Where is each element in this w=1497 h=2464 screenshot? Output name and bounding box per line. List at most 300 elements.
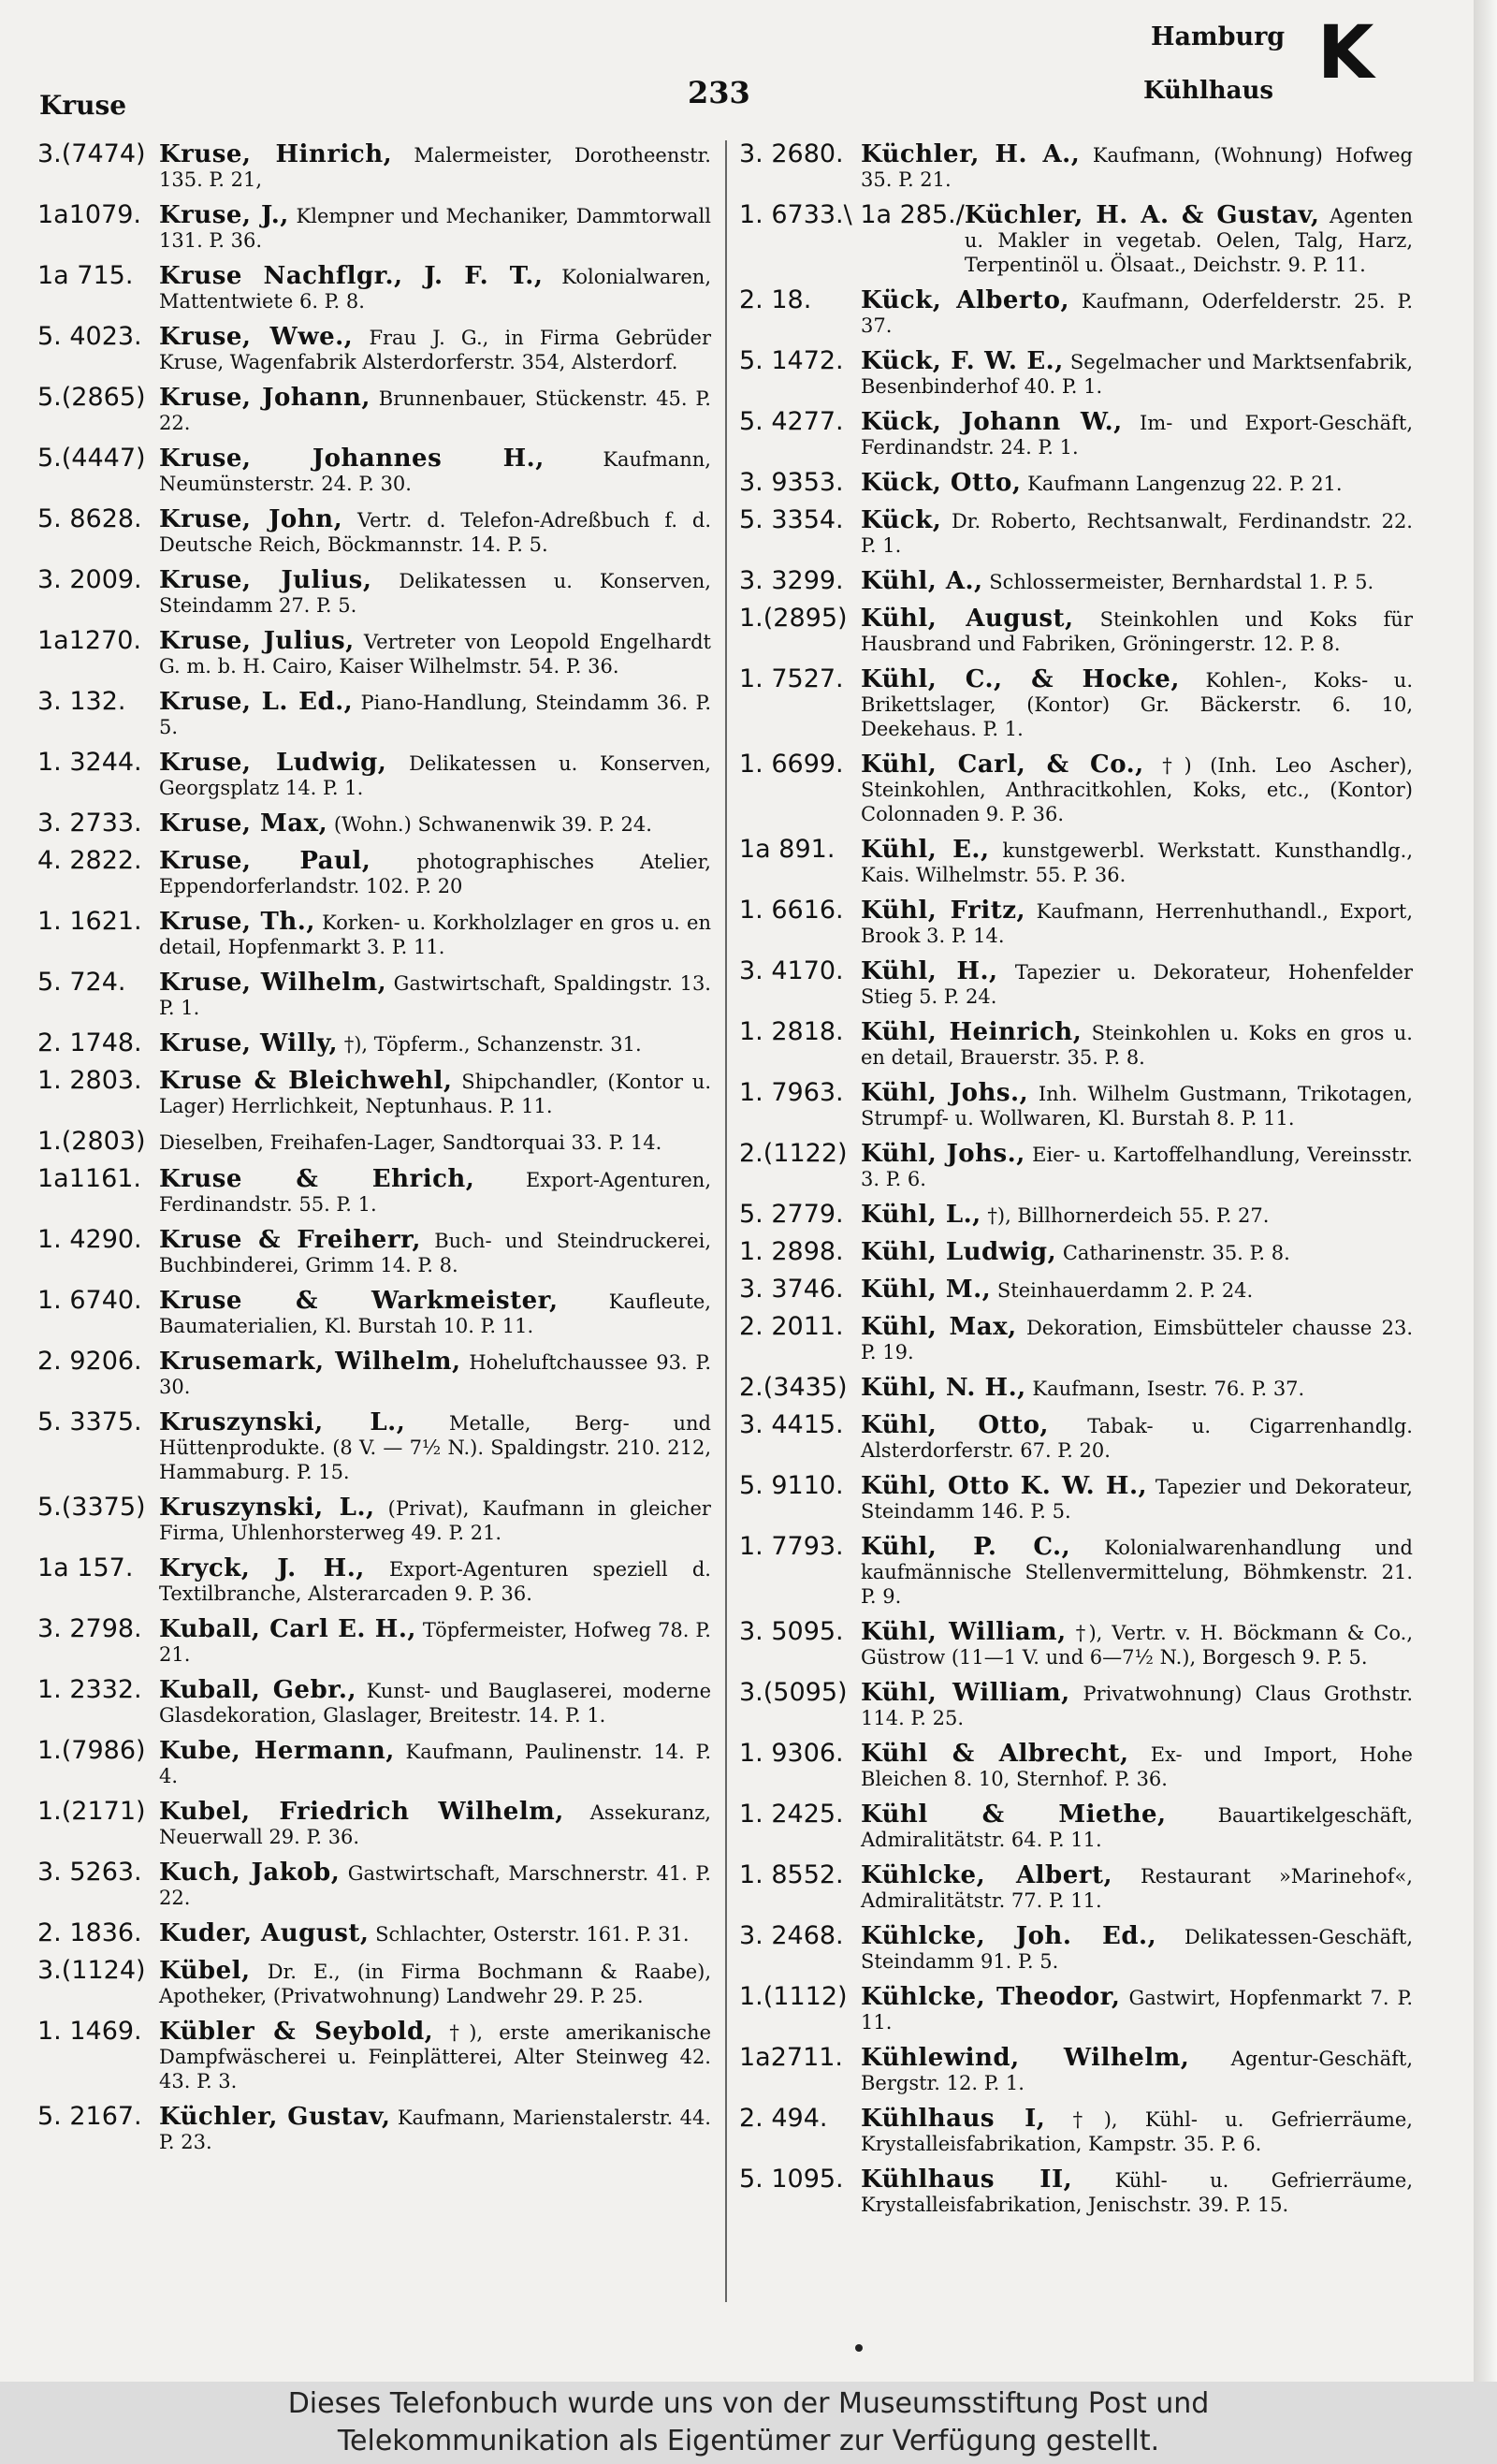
entry-details: Delikatessen-Geschäft, Steindamm 91. P. 5. (861, 1926, 1413, 1973)
entry-text (159, 1287, 711, 1338)
directory-entry (37, 1348, 711, 1399)
entry-details: (Privat), Kaufmann in gleicher Firma, Uhlenhorsterweg 49. P. 21. (159, 1497, 711, 1544)
phone-number: 1. 4290. (37, 1225, 142, 1254)
entry-details: Catharinenstr. 35. P. 8. (1062, 1242, 1290, 1264)
entry-details: Delikatessen u. Konserven, Georgsplatz 14. P. 1. (159, 752, 711, 799)
page-number: 233 (688, 75, 750, 110)
entry-text (861, 140, 1413, 192)
entry-name: Kruse Nachflgr., J. F. T., (159, 262, 544, 290)
entry-text (159, 688, 711, 739)
entry-text (159, 2018, 711, 2093)
directory-entry (37, 323, 711, 374)
entry-name: Küchler, H. A., (861, 140, 1081, 168)
directory-entry (37, 1029, 711, 1057)
entry-text (159, 505, 711, 557)
entry-text (861, 1411, 1413, 1463)
phone-number: 3. 2009. (37, 565, 142, 594)
directory-entry (37, 566, 711, 618)
entry-details: Export-Agenturen speziell d. Textilbranche, Alsterarcaden 9. P. 36. (159, 1558, 711, 1605)
entry-text (861, 506, 1413, 558)
directory-entry (739, 1472, 1413, 1524)
footer-notice (0, 2382, 1497, 2464)
phone-number: 3. 3746. (739, 1275, 844, 1304)
directory-entry (739, 201, 1413, 277)
entry-details: Buch- und Steindruckerei, Buchbinderei, Grimm 14. P. 8. (159, 1230, 711, 1276)
phone-number: 3.(5095) (739, 1678, 848, 1707)
directory-entry (37, 1494, 711, 1545)
entry-text (861, 1983, 1413, 2034)
entry-text (861, 2044, 1413, 2095)
entry-text (861, 567, 1413, 595)
entry-details: †), Töpferm., Schanzenstr. 31. (343, 1033, 642, 1056)
entry-text (861, 469, 1413, 497)
entry-details: photographisches Atelier, Eppendorferlandstr. 102. P. 20 (159, 851, 711, 897)
phone-number: 3. 2680. (739, 139, 844, 168)
directory-entry (739, 567, 1413, 595)
entry-name: Kruszynski, L., (159, 1494, 375, 1522)
directory-entry (739, 1411, 1413, 1463)
entry-name: Kübel, (159, 1957, 251, 1985)
entry-name: Kruse, Wwe., (159, 323, 354, 351)
entry-details: Kolonialwarenhandlung und kaufmännische Stellenvermittelung, Böhmkenstr. 21. P. 9. (861, 1537, 1413, 1608)
phone-number: 5. 3375. (37, 1407, 142, 1436)
entry-name: Krusemark, Wilhelm, (159, 1348, 461, 1376)
entry-details: Tapezier und Dekorateur, Steindamm 146. P. 5. (861, 1476, 1413, 1523)
directory-entry (37, 809, 711, 838)
entry-text (861, 1238, 1413, 1266)
entry-details: Klempner und Mechaniker, Dammtorwall 131. P. 36. (159, 205, 711, 252)
entry-name: Küchler, H. A. & Gustav, (964, 201, 1320, 229)
phone-number: 3. 2468. (739, 1921, 844, 1950)
entry-name: Kubel, Friedrich Wilhelm, (159, 1798, 564, 1826)
entry-details: Export-Agenturen, Ferdinandstr. 55. P. 1. (159, 1169, 711, 1216)
entry-text (861, 408, 1413, 459)
entry-text (861, 836, 1413, 887)
entry-name: Kühlhaus I, (861, 2105, 1046, 2133)
entry-name: Kühl, E., (861, 836, 990, 864)
entry-details: Tabak- u. Cigarrenhandlg. Alsterdorferstr. 67. P. 20. (861, 1415, 1413, 1462)
phone-number: 1a 891. (739, 835, 836, 864)
directory-entry (37, 1737, 711, 1788)
entry-text (159, 749, 711, 800)
phone-number: 1.(2895) (739, 604, 848, 633)
entry-text (861, 1679, 1413, 1730)
directory-entry (37, 627, 711, 678)
directory-entry (37, 1226, 711, 1277)
entry-text (861, 1922, 1413, 1974)
entry-text (861, 1533, 1413, 1609)
entry-text (861, 1374, 1413, 1402)
entry-details: Kaufmann, Marienstalerstr. 44. P. 23. (159, 2107, 711, 2153)
entry-text (159, 323, 711, 374)
directory-entry (739, 1533, 1413, 1609)
entry-name: Kühl, A., (861, 567, 983, 595)
directory-entry (37, 1859, 711, 1910)
directory-entry (37, 201, 711, 253)
entry-name: Kühlcke, Albert, (861, 1861, 1113, 1889)
directory-entry (37, 1615, 711, 1667)
directory-entry (739, 469, 1413, 497)
entry-details: Brunnenbauer, Stückenstr. 45. P. 22. (159, 387, 711, 434)
entry-details: Kolonialwaren, Mattentwiete 6. P. 8. (159, 266, 712, 313)
entry-text (159, 1919, 711, 1947)
entry-text (159, 1128, 711, 1156)
entry-text (861, 665, 1413, 741)
directory-entry (739, 1276, 1413, 1304)
entry-text (159, 809, 711, 838)
entry-details: †), Vertr. v. H. Böckmann & Co., Güstrow (11—1 V. und 6—7½ N.), Borgesch 9. P. 5. (861, 1622, 1413, 1669)
phone-number: 2.(1122) (739, 1139, 848, 1168)
entry-name: Kruse, John, (159, 505, 343, 533)
phone-number: 5. 1472. (739, 346, 844, 375)
header-left-keyword: Kruse (39, 90, 127, 121)
entry-text (159, 1408, 711, 1484)
directory-entry (739, 347, 1413, 399)
entry-details: Steinhauerdamm 2. P. 24. (996, 1279, 1254, 1302)
entry-details: Kaufmann, Oderfelderstr. 25. P. 37. (861, 290, 1413, 337)
entry-details: Kunst- und Bauglaserei, moderne Glasdekoration, Glaslager, Breitestr. 14. P. 1. (159, 1680, 711, 1727)
entry-text (861, 1018, 1413, 1070)
phone-number: 3.(7474) (37, 139, 146, 168)
entry-name: Kruse, Hinrich, (159, 140, 393, 168)
entry-name: Kruse, Johann, (159, 384, 371, 412)
entry-name: Kuball, Gebr., (159, 1676, 357, 1704)
phone-number: 5. 1095. (739, 2165, 844, 2194)
phone-number: 1. 2425. (739, 1800, 844, 1829)
directory-entry (739, 957, 1413, 1009)
directory-entry (37, 749, 711, 800)
page-mark (855, 2344, 863, 2352)
left-column (37, 140, 711, 2154)
phone-number: 1. 1621. (37, 907, 142, 936)
entry-text (159, 1798, 711, 1849)
entry-name: Kück, F. W. E., (861, 347, 1064, 375)
header-city: Hamburg (1151, 22, 1286, 51)
entry-text (861, 957, 1413, 1009)
entry-name: Kück, (861, 506, 942, 534)
entry-details: Vertr. d. Telefon-Adreßbuch f. d. Deutsche Reich, Böckmannstr. 14. P. 5. (159, 509, 711, 556)
phone-number: 5.(3375) (37, 1493, 146, 1522)
entry-details: Ex- und Import, Hohe Bleichen 8. 10, Sternhof. P. 36. (861, 1743, 1413, 1790)
directory-entry (37, 908, 711, 959)
entry-text (159, 1165, 711, 1217)
entry-details: kunstgewerbl. Werkstatt. Kunsthandlg., Kais. Wilhelmstr. 55. P. 36. (861, 839, 1413, 886)
phone-number: 1.(1112) (739, 1982, 848, 2011)
phone-number: 1. 2803. (37, 1066, 142, 1095)
entry-text (159, 908, 711, 959)
phone-number: 1. 7793. (739, 1532, 844, 1561)
phone-number: 3. 5263. (37, 1858, 142, 1887)
phone-number: 1. 2818. (739, 1017, 844, 1046)
entry-name: Kruse & Freiherr, (159, 1226, 421, 1254)
phone-number: 1a1161. (37, 1164, 142, 1193)
entry-name: Kühl, William, (861, 1618, 1067, 1646)
entry-name: Kruse, J., (159, 201, 289, 229)
entry-name: Kruse, Willy, (159, 1029, 339, 1057)
entry-name: Kruse, L. Ed., (159, 688, 354, 716)
entry-name: Kruse, Paul, (159, 847, 371, 875)
phone-number: 1. 7963. (739, 1078, 844, 1107)
entry-details: Kaufmann, Paulinenstr. 14. P. 4. (159, 1741, 711, 1787)
directory-entry (37, 1919, 711, 1947)
entry-text (159, 1494, 711, 1545)
entry-text (159, 1737, 711, 1788)
directory-entry (739, 1079, 1413, 1130)
phone-number: 3. 3299. (739, 566, 844, 595)
phone-number: 5. 4023. (37, 322, 142, 351)
directory-entry (739, 1238, 1413, 1266)
entry-text (861, 1201, 1413, 1229)
entry-name: Kruse, Wilhelm, (159, 969, 387, 997)
entry-text (159, 1029, 711, 1057)
entry-name: Kühl, Johs., (861, 1140, 1025, 1168)
entry-details: Kaufmann, (Wohnung) Hofweg 35. P. 21. (861, 144, 1413, 191)
directory-entry (37, 445, 711, 496)
entry-text (861, 751, 1413, 826)
entry-text (159, 384, 711, 435)
directory-entry (739, 897, 1413, 948)
entry-details: Segelmacher und Marktsenfabrik, Besenbinderhof 40. P. 1. (861, 351, 1413, 398)
right-column (739, 140, 1413, 2217)
entry-text (159, 1554, 711, 1606)
phone-number: 3. 4415. (739, 1410, 844, 1439)
phone-number: 1. 6740. (37, 1286, 142, 1315)
directory-entry (739, 140, 1413, 192)
directory-entry (37, 262, 711, 313)
directory-entry (37, 1165, 711, 1217)
entry-details: Kaufleute, Baumaterialien, Kl. Burstah 10. P. 11. (159, 1290, 711, 1337)
entry-text (159, 1226, 711, 1277)
directory-entry (739, 1679, 1413, 1730)
entry-name: Kühl, August, (861, 605, 1074, 633)
directory-entry (739, 1861, 1413, 1913)
entry-details: Dr. E., (in Firma Bochmann & Raabe), Apotheker, (Privatwohnung) Landwehr 29. P. 25. (159, 1961, 711, 2007)
entry-name: Kühlewind, Wilhelm, (861, 2044, 1190, 2072)
entry-name: Kück, Johann W., (861, 408, 1123, 436)
entry-details: Frau J. G., in Firma Gebrüder Kruse, Wagenfabrik Alsterdorferstr. 354, Alsterdorf. (159, 327, 711, 373)
entry-details: Kaufmann, Neumünsterstr. 24. P. 30. (159, 448, 711, 495)
entry-name: Kühl, Carl, & Co., (861, 751, 1144, 779)
directory-entry (37, 1554, 711, 1606)
entry-name: Kück, Alberto, (861, 286, 1070, 314)
entry-details: Steinkohlen u. Koks en gros u. en detail, Brauerstr. 35. P. 8. (861, 1022, 1413, 1069)
entry-text (861, 1140, 1413, 1191)
entry-details: Delikatessen u. Konserven, Steindamm 27. P. 5. (159, 570, 711, 617)
entry-details: Kaufmann Langenzug 22. P. 21. (1027, 473, 1343, 495)
entry-text (159, 1348, 711, 1399)
phone-number: 1. 9306. (739, 1739, 844, 1768)
phone-number: 2. 9206. (37, 1347, 142, 1376)
phone-number: 1a 157. (37, 1553, 134, 1582)
entry-text (159, 262, 711, 313)
entry-name: Kück, Otto, (861, 469, 1022, 497)
phone-number: 5. 4277. (739, 407, 844, 436)
entry-name: Kryck, J. H., (159, 1554, 365, 1582)
entry-text (861, 1801, 1413, 1852)
entry-details: Kühl- u. Gefrierräume, Krystalleisfabrikation, Jenischstr. 39. P. 15. (861, 2169, 1413, 2216)
entry-text (861, 347, 1413, 399)
phone-number: 3. 4170. (739, 956, 844, 985)
entry-name: Kühl, Ludwig, (861, 1238, 1057, 1266)
entry-name: Kuball, Carl E. H., (159, 1615, 416, 1643)
entry-details: †), erste amerikanische Dampfwäscherei u. Feinplätterei, Alter Steinweg 42. 43. P. 3. (159, 2021, 711, 2092)
directory-entry (37, 384, 711, 435)
directory-entry (739, 751, 1413, 826)
entry-name: Kühl, Otto K. W. H., (861, 1472, 1148, 1500)
directory-entry (37, 688, 711, 739)
entry-name: Kruse & Ehrich, (159, 1165, 475, 1193)
entry-details: Schlachter, Osterstr. 161. P. 31. (375, 1923, 690, 1946)
phone-number: 2. 18. (739, 285, 812, 314)
entry-details: Shipchandler, (Kontor u. Lager) Herrlichkeit, Neptunhaus. P. 11. (159, 1071, 711, 1117)
phone-number: 5.(2865) (37, 383, 146, 412)
entry-text (159, 140, 711, 192)
phone-number: 1.(7986) (37, 1736, 146, 1765)
directory-entry (739, 1018, 1413, 1070)
entry-text (159, 201, 711, 253)
directory-entry (739, 1140, 1413, 1191)
directory-entry (739, 286, 1413, 338)
phone-number: 1.(2803) (37, 1127, 146, 1156)
phone-number: 3. 9353. (739, 468, 844, 497)
entry-details: Steinkohlen und Koks für Hausbrand und Fabriken, Gröningerstr. 12. P. 8. (861, 608, 1413, 655)
entry-text (159, 969, 711, 1020)
entry-text (861, 2105, 1413, 2156)
directory-entry (739, 2105, 1413, 2156)
phone-number: 1. 7527. (739, 664, 844, 693)
entry-name: Kuch, Jakob, (159, 1859, 341, 1887)
phone-number: 1. 2898. (739, 1237, 844, 1266)
entry-details: Kohlen-, Koks- u. Brikettslager, (Kontor) Gr. Bäckerstr. 6. 10, Deekehaus. P. 1. (861, 669, 1413, 740)
phone-number: 1a1270. (37, 626, 142, 655)
phone-number: 2. 494. (739, 2104, 828, 2133)
directory-entry (739, 506, 1413, 558)
entry-text (159, 1957, 711, 2008)
entry-text (861, 605, 1413, 656)
entry-text (861, 1276, 1413, 1304)
entry-name: Kruse & Warkmeister, (159, 1287, 559, 1315)
entry-name: Kruse, Johannes H., (159, 445, 545, 473)
entry-text (159, 445, 711, 496)
entry-details: Dekoration, Eimsbütteler chausse 23. P. 19. (861, 1317, 1413, 1363)
entry-details: †), Billhornerdeich 55. P. 27. (987, 1204, 1270, 1227)
directory-entry (739, 1983, 1413, 2034)
phone-number: 1. 6733.\ 1a 285./ (739, 200, 965, 229)
directory-entry (739, 605, 1413, 656)
entry-text (159, 627, 711, 678)
directory-entry (739, 1313, 1413, 1364)
entry-details: Kaufmann, Herrenhuthandl., Export, Brook 3. P. 14. (861, 900, 1414, 947)
entry-details: Eier- u. Kartoffelhandlung, Vereinsstr. 3. P. 6. (861, 1144, 1413, 1190)
entry-details: Dieselben, Freihafen-Lager, Sandtorquai 33. P. 14. (159, 1131, 662, 1154)
entry-text (159, 2103, 711, 2154)
directory-entry (37, 505, 711, 557)
entry-details: Piano-Handlung, Steindamm 36. P. 5. (159, 692, 712, 738)
entry-name: Kühl, C., & Hocke, (861, 665, 1180, 693)
entry-details: Inh. Wilhelm Gustmann, Trikotagen, Strumpf- u. Wollwaren, Kl. Burstah 8. P. 11. (861, 1083, 1413, 1130)
entry-text (965, 201, 1413, 277)
entry-text (861, 1861, 1413, 1913)
phone-number: 5. 724. (37, 968, 126, 997)
directory-entry (739, 1618, 1413, 1669)
phone-number: 1. 1469. (37, 2017, 142, 2046)
entry-details: Kaufmann, Isestr. 76. P. 37. (1032, 1378, 1305, 1400)
entry-details: Bauartikelgeschäft, Admiralitätstr. 64. P. 11. (861, 1804, 1413, 1851)
phone-number: 3. 132. (37, 687, 126, 716)
entry-name: Kühlcke, Joh. Ed., (861, 1922, 1157, 1950)
entry-details: Vertreter von Leopold Engelhardt G. m. b. H. Cairo, Kaiser Wilhelmstr. 54. P. 36. (159, 631, 711, 678)
directory-entry (37, 140, 711, 192)
entry-name: Kruse, Julius, (159, 627, 355, 655)
entry-details: Malermeister, Dorotheenstr. 135. P. 21, (159, 144, 711, 191)
entry-details: †) (Inh. Leo Ascher), Steinkohlen, Anthracitkohlen, Koks, etc., (Kontor) Colonnaden 9. P. 36. (861, 754, 1413, 825)
phone-number: 5. 3354. (739, 505, 844, 534)
entry-text (861, 1079, 1413, 1130)
entry-name: Kühl, H., (861, 957, 998, 985)
footer-line-1: Dieses Telefonbuch wurde uns von der Museumsstiftung Post und (287, 2387, 1210, 2420)
directory-entry (37, 1408, 711, 1484)
entry-details: Agenten u. Makler in vegetab. Oelen, Talg, Harz, Terpentinöl u. Ölsaat., Deichstr. 9. P. 11. (964, 205, 1413, 276)
phone-number: 1a2711. (739, 2043, 844, 2072)
entry-details: Töpfermeister, Hofweg 78. P. 21. (159, 1619, 711, 1666)
entry-details: Assekuranz, Neuerwall 29. P. 36. (159, 1801, 711, 1848)
entry-text (159, 566, 711, 618)
entry-name: Kühl, Heinrich, (861, 1018, 1083, 1046)
phone-number: 5.(4447) (37, 444, 146, 473)
entry-name: Küchler, Gustav, (159, 2103, 391, 2131)
phone-number: 5. 9110. (739, 1471, 844, 1500)
entry-text (159, 1859, 711, 1910)
phone-number: 1. 3244. (37, 748, 142, 777)
directory-entry (739, 408, 1413, 459)
entry-text (861, 1740, 1413, 1791)
entry-name: Kühl, Max, (861, 1313, 1017, 1341)
phone-number: 5. 8628. (37, 504, 142, 533)
entry-details: Metalle, Berg- und Hüttenprodukte. (8 V. — 7½ N.). Spaldingstr. 210. 212, Hammaburg. P. 15. (159, 1412, 711, 1483)
directory-entry (739, 2165, 1413, 2217)
entry-name: Kruse & Bleichwehl, (159, 1067, 453, 1095)
entry-name: Kühl, M., (861, 1276, 992, 1304)
entry-details: Im- und Export-Geschäft, Ferdinandstr. 24. P. 1. (861, 412, 1414, 459)
phone-number: 1a1079. (37, 200, 142, 229)
directory-entry (739, 836, 1413, 887)
directory-entry (739, 1374, 1413, 1402)
phone-number: 2.(3435) (739, 1373, 848, 1402)
directory-entry (37, 1957, 711, 2008)
entry-name: Kühl, Johs., (861, 1079, 1029, 1107)
entry-name: Kühl, Fritz, (861, 897, 1026, 925)
entry-text (159, 1067, 711, 1118)
directory-entry (37, 847, 711, 898)
entry-text (159, 1615, 711, 1667)
column-divider (725, 140, 727, 2302)
directory-entry (739, 1801, 1413, 1852)
phone-number: 2. 1836. (37, 1918, 142, 1947)
directory-entry (37, 1128, 711, 1156)
entry-name: Kruse, Max, (159, 809, 328, 838)
page-edge (1474, 0, 1497, 2382)
entry-details: Gastwirt, Hopfenmarkt 7. P. 11. (861, 1987, 1413, 2034)
phone-number: 1. 6616. (739, 896, 844, 925)
directory-entry (37, 1676, 711, 1728)
directory-entry (739, 1740, 1413, 1791)
phone-number: 3. 5095. (739, 1617, 844, 1646)
entry-details: Tapezier u. Dekorateur, Hohenfelder Stieg 5. P. 24. (861, 961, 1413, 1008)
entry-name: Kühl, William, (861, 1679, 1070, 1707)
entry-text (861, 897, 1413, 948)
entry-name: Kruse, Julius, (159, 566, 372, 594)
phone-number: 1. 8552. (739, 1860, 844, 1889)
